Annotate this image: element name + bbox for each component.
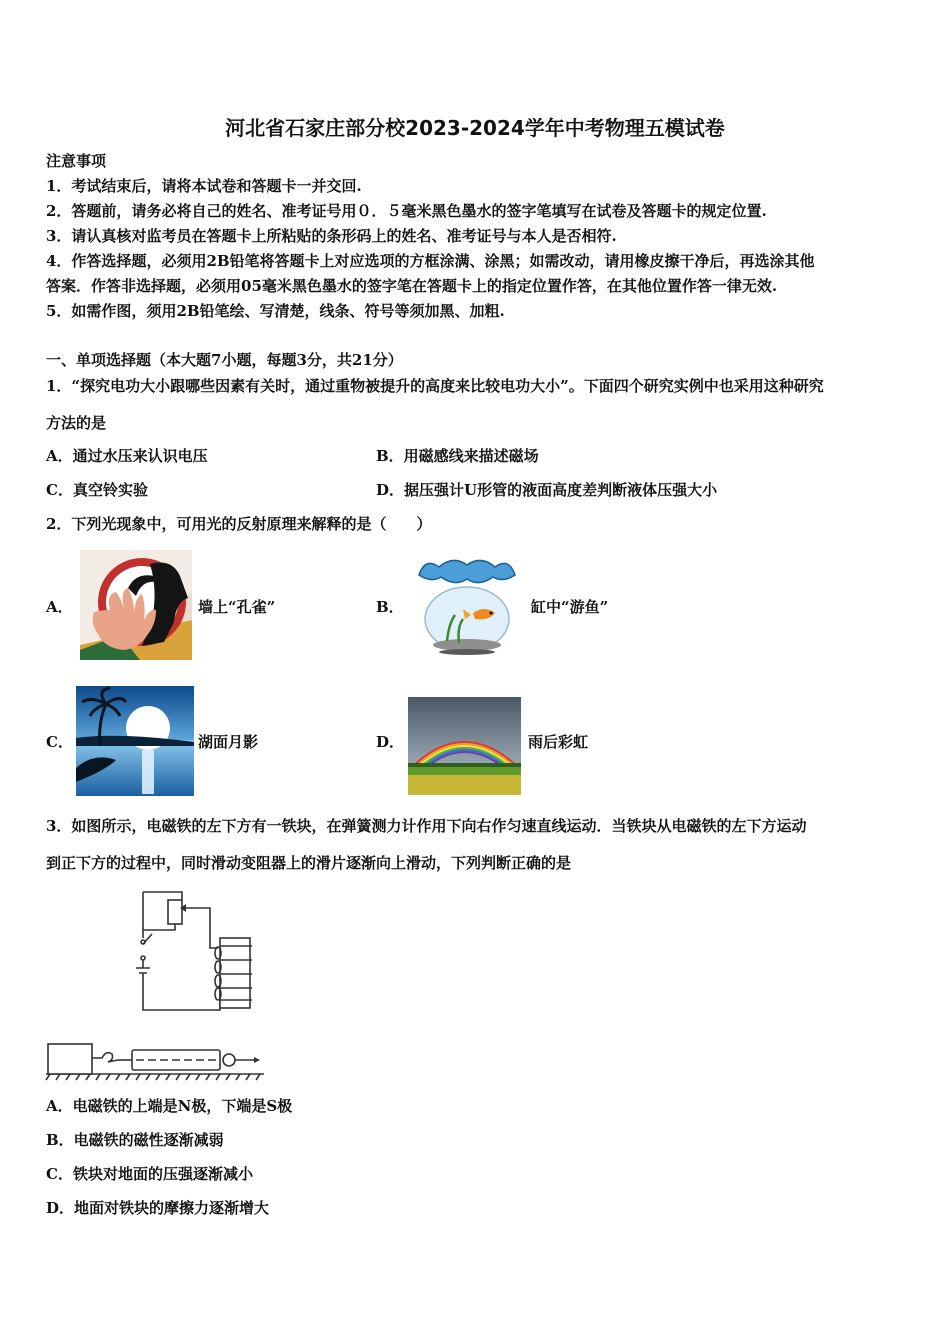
electromagnet-circuit-diagram: [128, 886, 268, 1020]
question-1-stem: 1．“探究电功大小跟哪些因素有关时，通过重物被提升的高度来比较电功大小”。下面四个研究实例中也采用这种研究: [46, 377, 824, 395]
note-item: 2．答题前，请务必将自己的姓名、准考证号用０．５毫米黑色墨水的签字笔填写在试卷及答题卡的规定位置.: [46, 202, 767, 220]
page-title: 河北省石家庄部分校2023-2024学年中考物理五模试卷: [225, 116, 725, 140]
q2-option-c-letter: C．: [46, 733, 73, 751]
note-item: 3．请认真核对监考员在答题卡上所粘贴的条形码上的姓名、准考证号与本人是否相符.: [46, 227, 617, 245]
q1-option-a: A．通过水压来认识电压: [46, 447, 208, 465]
q1-option-d: D．据压强计U形管的液面高度差判断液体压强大小: [376, 481, 718, 499]
q2-option-b-caption: 缸中“游鱼”: [531, 598, 609, 616]
question-3-stem: 3．如图所示，电磁铁的左下方有一铁块，在弹簧测力计作用下向右作匀速直线运动．当铁块从电磁铁的左下方运动: [46, 817, 807, 835]
spring-scale-block-diagram: [44, 1038, 266, 1082]
q1-option-c: C．真空铃实验: [46, 481, 148, 499]
q3-option-a: A．电磁铁的上端是N极，下端是S极: [46, 1097, 293, 1115]
q3-option-c: C．铁块对地面的压强逐渐减小: [46, 1165, 253, 1183]
q2-option-a-caption: 墙上“孔雀”: [198, 598, 276, 616]
rainbow-image: [408, 697, 521, 795]
note-item: 4．作答选择题，必须用2B铅笔将答题卡上对应选项的方框涂满、涂黑；如需改动，请用橡皮擦干净后，再选涂其他: [46, 252, 815, 270]
q2-option-c-caption: 湖面月影: [198, 733, 259, 751]
question-3-stem-cont: 到正下方的过程中，同时滑动变阻器上的滑片逐渐向上滑动，下列判断正确的是: [46, 854, 572, 872]
question-1-stem-cont: 方法的是: [46, 414, 107, 432]
q2-option-b-letter: B．: [376, 598, 404, 616]
q3-option-b: B．电磁铁的磁性逐渐减弱: [46, 1131, 224, 1149]
fish-bowl-image: [413, 553, 521, 659]
q2-option-a-letter: A．: [46, 598, 73, 616]
notes-heading: 注意事项: [46, 152, 107, 170]
lake-moon-image: [76, 686, 194, 796]
q1-option-b: B．用磁感线来描述磁场: [376, 447, 539, 465]
question-2-stem: 2．下列光现象中，可用光的反射原理来解释的是（ ）: [46, 515, 432, 533]
q2-option-d-letter: D．: [376, 733, 405, 751]
q3-option-d: D．地面对铁块的摩擦力逐渐增大: [46, 1199, 270, 1217]
note-item: 答案．作答非选择题，必须用05毫米黑色墨水的签字笔在答题卡上的指定位置作答，在其他位置作答一律无效.: [46, 277, 778, 295]
section-heading: 一、单项选择题（本大题7小题，每题3分，共21分）: [46, 351, 403, 369]
note-item: 1．考试结束后，请将本试卷和答题卡一并交回.: [46, 177, 362, 195]
q2-option-d-caption: 雨后彩虹: [528, 733, 589, 751]
note-item: 5．如需作图，须用2B铅笔绘、写清楚，线条、符号等须加黑、加粗.: [46, 302, 505, 320]
hand-shadow-image: [80, 550, 192, 660]
